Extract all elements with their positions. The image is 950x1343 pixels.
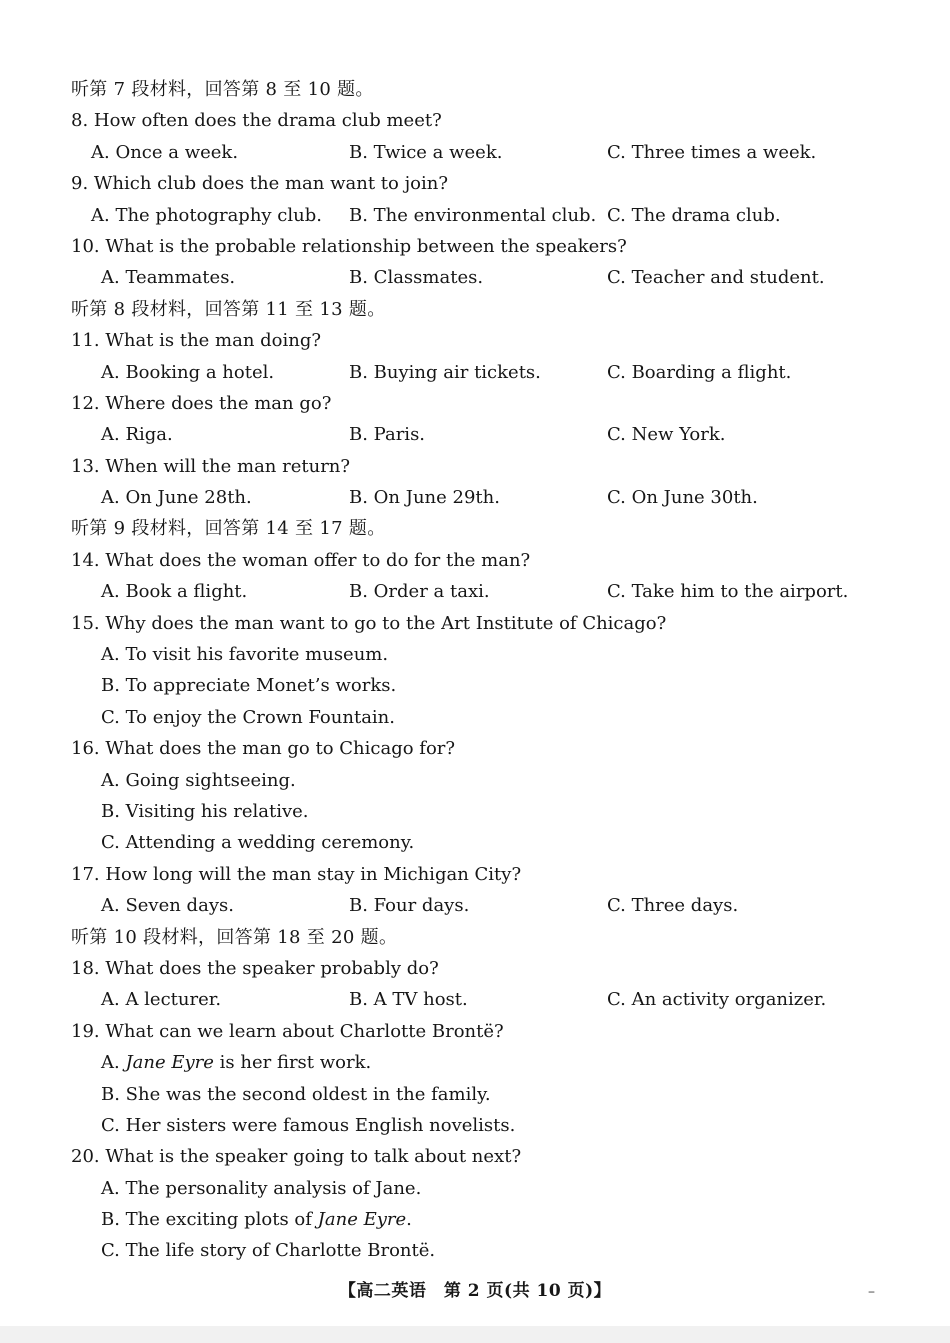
option-c: C. Boarding a flight. (607, 361, 792, 383)
option-b: B. A TV host. (349, 989, 468, 1011)
question-19-option-c: C. Her sisters were famous English novelists. (101, 1114, 516, 1136)
question-12-options (71, 419, 871, 450)
question-19-stem: 19. What can we learn about Charlotte Brontë? (71, 1020, 504, 1042)
option-c: C. On June 30th. (607, 487, 758, 509)
option-c: C. Three days. (607, 895, 739, 917)
book-title: Jane Eyre (317, 1209, 407, 1231)
option-b-prefix: B. The exciting plots of (101, 1209, 318, 1231)
option-a-prefix: A. (101, 1052, 126, 1074)
question-8-stem: 8. How often does the drama club meet? (71, 110, 442, 132)
question-11-options (71, 357, 871, 388)
section-heading-10: 听第 10 段材料，回答第 18 至 20 题。 (71, 926, 398, 948)
question-20-stem: 20. What is the speaker going to talk about next? (71, 1146, 522, 1168)
question-19-option-b: B. She was the second oldest in the family. (101, 1083, 491, 1105)
question-18-options (71, 984, 871, 1015)
option-a: A. A lecturer. (101, 989, 222, 1011)
option-a: A. Book a flight. (101, 581, 248, 603)
section-heading-9: 听第 9 段材料，回答第 14 至 17 题。 (71, 518, 386, 540)
scan-bottom-band (0, 1326, 950, 1343)
option-b: B. Buying air tickets. (349, 361, 541, 383)
option-c: C. The drama club. (607, 204, 781, 226)
question-9-stem: 9. Which club does the man want to join? (71, 173, 448, 195)
question-15-option-c: C. To enjoy the Crown Fountain. (101, 706, 395, 728)
option-a-suffix: is her first work. (213, 1052, 372, 1074)
question-15-option-b: B. To appreciate Monet’s works. (101, 675, 397, 697)
question-16-stem: 16. What does the man go to Chicago for? (71, 738, 456, 760)
question-14-options (71, 576, 871, 607)
question-13-options (71, 482, 871, 513)
questions-content (71, 74, 871, 1267)
question-13-stem: 13. When will the man return? (71, 455, 351, 477)
option-b: B. Twice a week. (349, 141, 503, 163)
section-heading-8: 听第 8 段材料，回答第 11 至 13 题。 (71, 298, 386, 320)
question-16-option-a: A. Going sightseeing. (101, 769, 296, 791)
option-b: B. Classmates. (349, 267, 484, 289)
question-10-options (71, 262, 871, 293)
question-8-options (71, 137, 871, 168)
option-a: A. Seven days. (101, 895, 234, 917)
question-19-option-a (71, 1047, 871, 1078)
option-a: A. On June 28th. (101, 487, 252, 509)
option-a: A. Teammates. (101, 267, 236, 289)
question-12-stem: 12. Where does the man go? (71, 392, 332, 414)
section-heading-7: 听第 7 段材料，回答第 8 至 10 题。 (71, 79, 374, 100)
option-c: C. Teacher and student. (607, 267, 825, 289)
option-c: C. Take him to the airport. (607, 581, 849, 603)
question-20-option-a: A. The personality analysis of Jane. (101, 1177, 422, 1199)
question-20-option-c: C. The life story of Charlotte Brontë. (101, 1240, 436, 1262)
question-18-stem: 18. What does the speaker probably do? (71, 957, 439, 979)
option-a: A. The photography club. (91, 204, 322, 226)
option-b: B. Four days. (349, 895, 470, 917)
question-15-option-a: A. To visit his favorite museum. (101, 644, 389, 666)
option-a: A. Once a week. (91, 141, 239, 163)
option-b: B. Order a taxi. (349, 581, 490, 603)
option-b-suffix: . (406, 1209, 412, 1231)
question-20-option-b (71, 1204, 871, 1235)
question-16-option-b: B. Visiting his relative. (101, 800, 309, 822)
question-17-stem: 17. How long will the man stay in Michigan City? (71, 863, 522, 885)
question-15-stem: 15. Why does the man want to go to the Art Institute of Chicago? (71, 612, 667, 634)
option-c: C. Three times a week. (607, 141, 817, 163)
option-b: B. The environmental club. (349, 204, 597, 226)
question-17-options (71, 890, 871, 921)
option-a: A. Booking a hotel. (101, 361, 275, 383)
question-10-stem: 10. What is the probable relationship between the speakers? (71, 235, 627, 257)
corner-mark: – (868, 1284, 875, 1300)
question-11-stem: 11. What is the man doing? (71, 330, 322, 352)
option-a: A. Riga. (101, 424, 173, 446)
question-16-option-c: C. Attending a wedding ceremony. (101, 832, 415, 854)
option-b: B. On June 29th. (349, 487, 500, 509)
option-c: C. An activity organizer. (607, 989, 827, 1011)
book-title: Jane Eyre (125, 1052, 214, 1074)
page-footer: 【高二英语 第 2 页(共 10 页)】 (338, 1281, 612, 1301)
question-9-options (71, 200, 871, 231)
option-c: C. New York. (607, 424, 726, 446)
option-b: B. Paris. (349, 424, 426, 446)
question-14-stem: 14. What does the woman offer to do for the man? (71, 549, 531, 571)
